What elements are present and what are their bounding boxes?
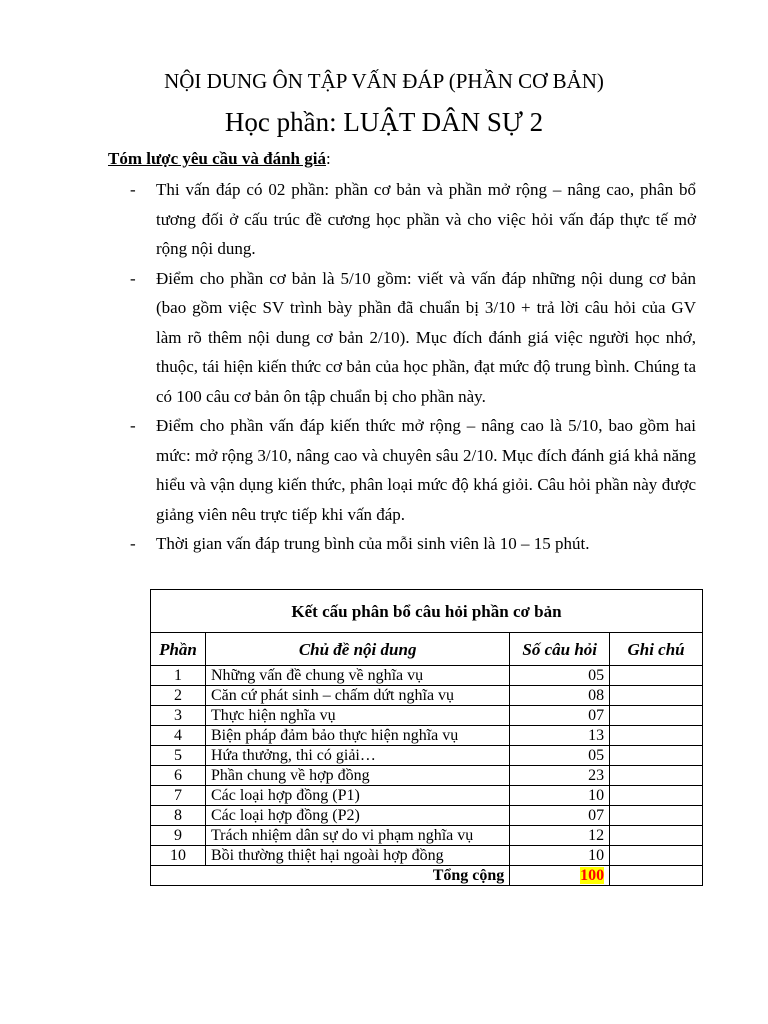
cell-count: 10 bbox=[510, 846, 610, 866]
list-item bbox=[130, 175, 696, 264]
table-row bbox=[151, 766, 703, 786]
header-topic: Chủ đề nội dung bbox=[205, 633, 509, 666]
cell-topic: Căn cứ phát sinh – chấm dứt nghĩa vụ bbox=[205, 686, 509, 706]
course-title: Học phần: LUẬT DÂN SỰ 2 bbox=[224, 107, 544, 137]
total-label: Tổng cộng bbox=[151, 866, 510, 886]
cell-topic: Trách nhiệm dân sự do vi phạm nghĩa vụ bbox=[205, 826, 509, 846]
cell-count: 10 bbox=[510, 786, 610, 806]
summary-heading bbox=[108, 148, 331, 170]
cell-note bbox=[610, 766, 703, 786]
list-item bbox=[130, 264, 696, 412]
cell-part: 10 bbox=[151, 846, 206, 866]
cell-part: 1 bbox=[151, 666, 206, 686]
cell-part: 3 bbox=[151, 706, 206, 726]
cell-note bbox=[610, 686, 703, 706]
question-distribution-table bbox=[150, 589, 703, 886]
cell-count: 12 bbox=[510, 826, 610, 846]
cell-note bbox=[610, 786, 703, 806]
table-row bbox=[151, 746, 703, 766]
cell-note bbox=[610, 666, 703, 686]
cell-topic: Biện pháp đảm bảo thực hiện nghĩa vụ bbox=[205, 726, 509, 746]
bullet-dash: - bbox=[130, 180, 136, 199]
table-header-row bbox=[151, 633, 703, 666]
cell-note bbox=[610, 706, 703, 726]
table-row bbox=[151, 686, 703, 706]
list-item-text: Thời gian vấn đáp trung bình của mỗi sinh viên là 10 – 15 phút. bbox=[156, 534, 590, 553]
total-value: 100 bbox=[580, 867, 605, 884]
cell-part: 6 bbox=[151, 766, 206, 786]
cell-part: 8 bbox=[151, 806, 206, 826]
header-part: Phần bbox=[151, 633, 206, 666]
cell-count: 07 bbox=[510, 706, 610, 726]
list-item bbox=[130, 411, 696, 529]
cell-part: 5 bbox=[151, 746, 206, 766]
cell-note bbox=[610, 806, 703, 826]
table-total-row bbox=[151, 866, 703, 886]
header-count: Số câu hỏi bbox=[510, 633, 610, 666]
cell-count: 13 bbox=[510, 726, 610, 746]
bullet-dash: - bbox=[130, 534, 136, 553]
cell-topic: Những vấn đề chung về nghĩa vụ bbox=[205, 666, 509, 686]
list-item-text: Điểm cho phần cơ bản là 5/10 gồm: viết và vấn đáp những nội dung cơ bản (bao gồm việc SV trình bày phần đã chuẩn bị 3/10 + trả lời câu hỏi của GV làm rõ thêm nội dung cơ bản 2/10). Mục đích đánh giá việc người học nhớ, thuộc, tái hiện kiến thức cơ bản của học phần, đạt mức độ trung bình. Chúng ta có 100 câu cơ bản ôn tập chuẩn bị cho phần này. bbox=[156, 268, 696, 406]
table-row bbox=[151, 826, 703, 846]
table-row bbox=[151, 846, 703, 866]
cell-part: 7 bbox=[151, 786, 206, 806]
cell-topic: Phần chung về hợp đồng bbox=[205, 766, 509, 786]
bullet-dash: - bbox=[130, 416, 136, 435]
cell-note bbox=[610, 746, 703, 766]
cell-count: 07 bbox=[510, 806, 610, 826]
cell-count: 23 bbox=[510, 766, 610, 786]
table-caption: Kết cấu phân bổ câu hỏi phần cơ bản bbox=[151, 590, 703, 633]
cell-count: 05 bbox=[510, 746, 610, 766]
cell-topic: Bồi thường thiệt hại ngoài hợp đồng bbox=[205, 846, 509, 866]
cell-topic: Các loại hợp đồng (P2) bbox=[205, 806, 509, 826]
table-row bbox=[151, 666, 703, 686]
cell-topic: Hứa thưởng, thi có giải… bbox=[205, 746, 509, 766]
summary-heading-text: Tóm lược yêu cầu và đánh giá bbox=[108, 149, 326, 168]
document-title: NỘI DUNG ÔN TẬP VẤN ĐÁP (PHẦN CƠ BẢN) bbox=[164, 69, 604, 93]
requirements-list bbox=[130, 175, 696, 559]
cell-note bbox=[610, 846, 703, 866]
total-note-cell bbox=[610, 866, 703, 886]
list-item-text: Điểm cho phần vấn đáp kiến thức mở rộng – nâng cao là 5/10, bao gồm hai mức: mở rộng 3/10, nâng cao và chuyên sâu 2/10. Mục đích đánh giá khả năng hiểu và vận dụng kiến thức, phân loại mức độ khá giỏi. Câu hỏi phần này được giảng viên nêu trực tiếp khi vấn đáp. bbox=[156, 416, 696, 524]
summary-heading-colon: : bbox=[325, 149, 331, 168]
list-item-text: Thi vấn đáp có 02 phần: phần cơ bản và phần mở rộng – nâng cao, phân bổ tương đối ở cấu trúc đề cương học phần và cho việc hỏi vấn đáp thực tế mở rộng nội dung. bbox=[156, 180, 696, 258]
cell-count: 05 bbox=[510, 666, 610, 686]
cell-topic: Các loại hợp đồng (P1) bbox=[205, 786, 509, 806]
table-row bbox=[151, 786, 703, 806]
table-row bbox=[151, 806, 703, 826]
total-value-cell bbox=[510, 866, 610, 886]
bullet-dash: - bbox=[130, 268, 136, 288]
cell-topic: Thực hiện nghĩa vụ bbox=[205, 706, 509, 726]
cell-part: 2 bbox=[151, 686, 206, 706]
cell-note bbox=[610, 826, 703, 846]
cell-count: 08 bbox=[510, 686, 610, 706]
header-note: Ghi chú bbox=[610, 633, 703, 666]
cell-part: 9 bbox=[151, 826, 206, 846]
table-row bbox=[151, 706, 703, 726]
cell-part: 4 bbox=[151, 726, 206, 746]
list-item bbox=[130, 529, 696, 559]
table-row bbox=[151, 726, 703, 746]
cell-note bbox=[610, 726, 703, 746]
